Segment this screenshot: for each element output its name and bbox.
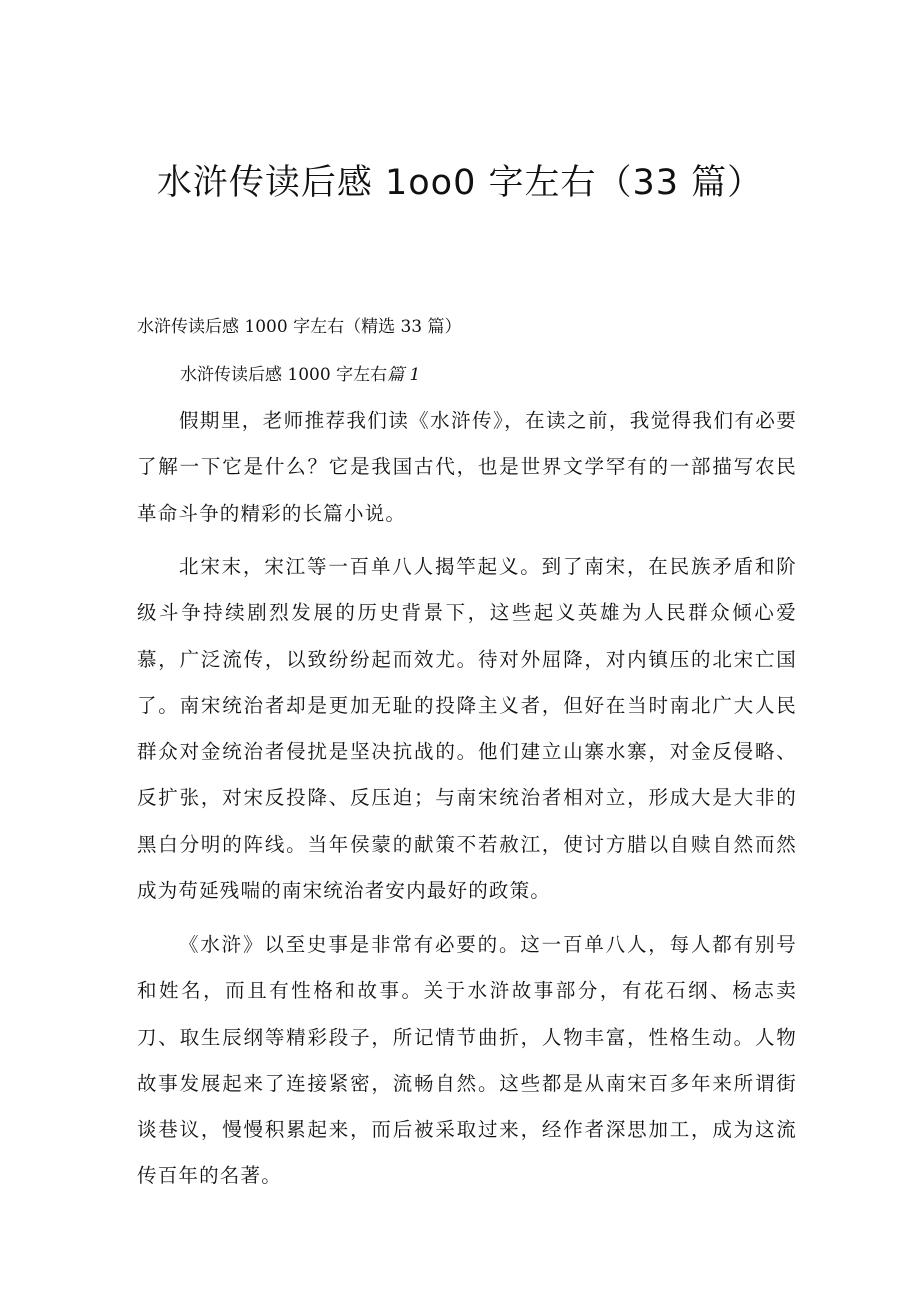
document-subtitle: 水浒传读后感 1000 字左右（精选 33 篇） — [137, 317, 462, 337]
section-heading-number: 篇 1 — [387, 365, 421, 385]
body-paragraph-2: 北宋末，宋江等一百单八人揭竿起义。到了南宋，在民族矛盾和阶级斗争持续剧烈发展的历史背景下，这些起义英雄为人民群众倾心爱慕，广泛流传，以致纷纷起而效尤。待对外屈降，对内镇压的北宋亡国了。南宋统治者却是更加无耻的投降主义者，但好在当时南北广大人民群众对金统治者侵扰是坚决抗战的。他们建立山寨水寨，对金反侵略、反扩张，对宋反投降、反压迫；与南宋统治者相对立，形成大是大非的黑白分明的阵线。当年侯蒙的献策不若赦江，使讨方腊以自赎自然而然成为苟延残喘的南宋统治者安内最好的政策。 — [137, 555, 797, 903]
section-heading — [180, 361, 420, 389]
section-heading-text: 水浒传读后感 1000 字左右 — [180, 365, 388, 385]
body-paragraph-1: 假期里，老师推荐我们读《水浒传》，在读之前，我觉得我们有必要了解一下它是什么？它是我国古代，也是世界文学罕有的一部描写农民革命斗争的精彩的长篇小说。 — [137, 409, 797, 525]
body-paragraph-3: 《水浒》以至史事是非常有必要的。这一百单八人，每人都有别号和姓名，而且有性格和故事。关于水浒故事部分，有花石纲、杨志卖刀、取生辰纲等精彩段子，所记情节曲折，人物丰富，性格生动。人物故事发展起来了连接紧密，流畅自然。这些都是从南宋百多年来所谓街谈巷议，慢慢积累起来，而后被采取过来，经作者深思加工，成为这流传百年的名著。 — [137, 933, 797, 1188]
document-title: 水浒传读后感 1oo0 字左右（33 篇） — [156, 163, 764, 203]
